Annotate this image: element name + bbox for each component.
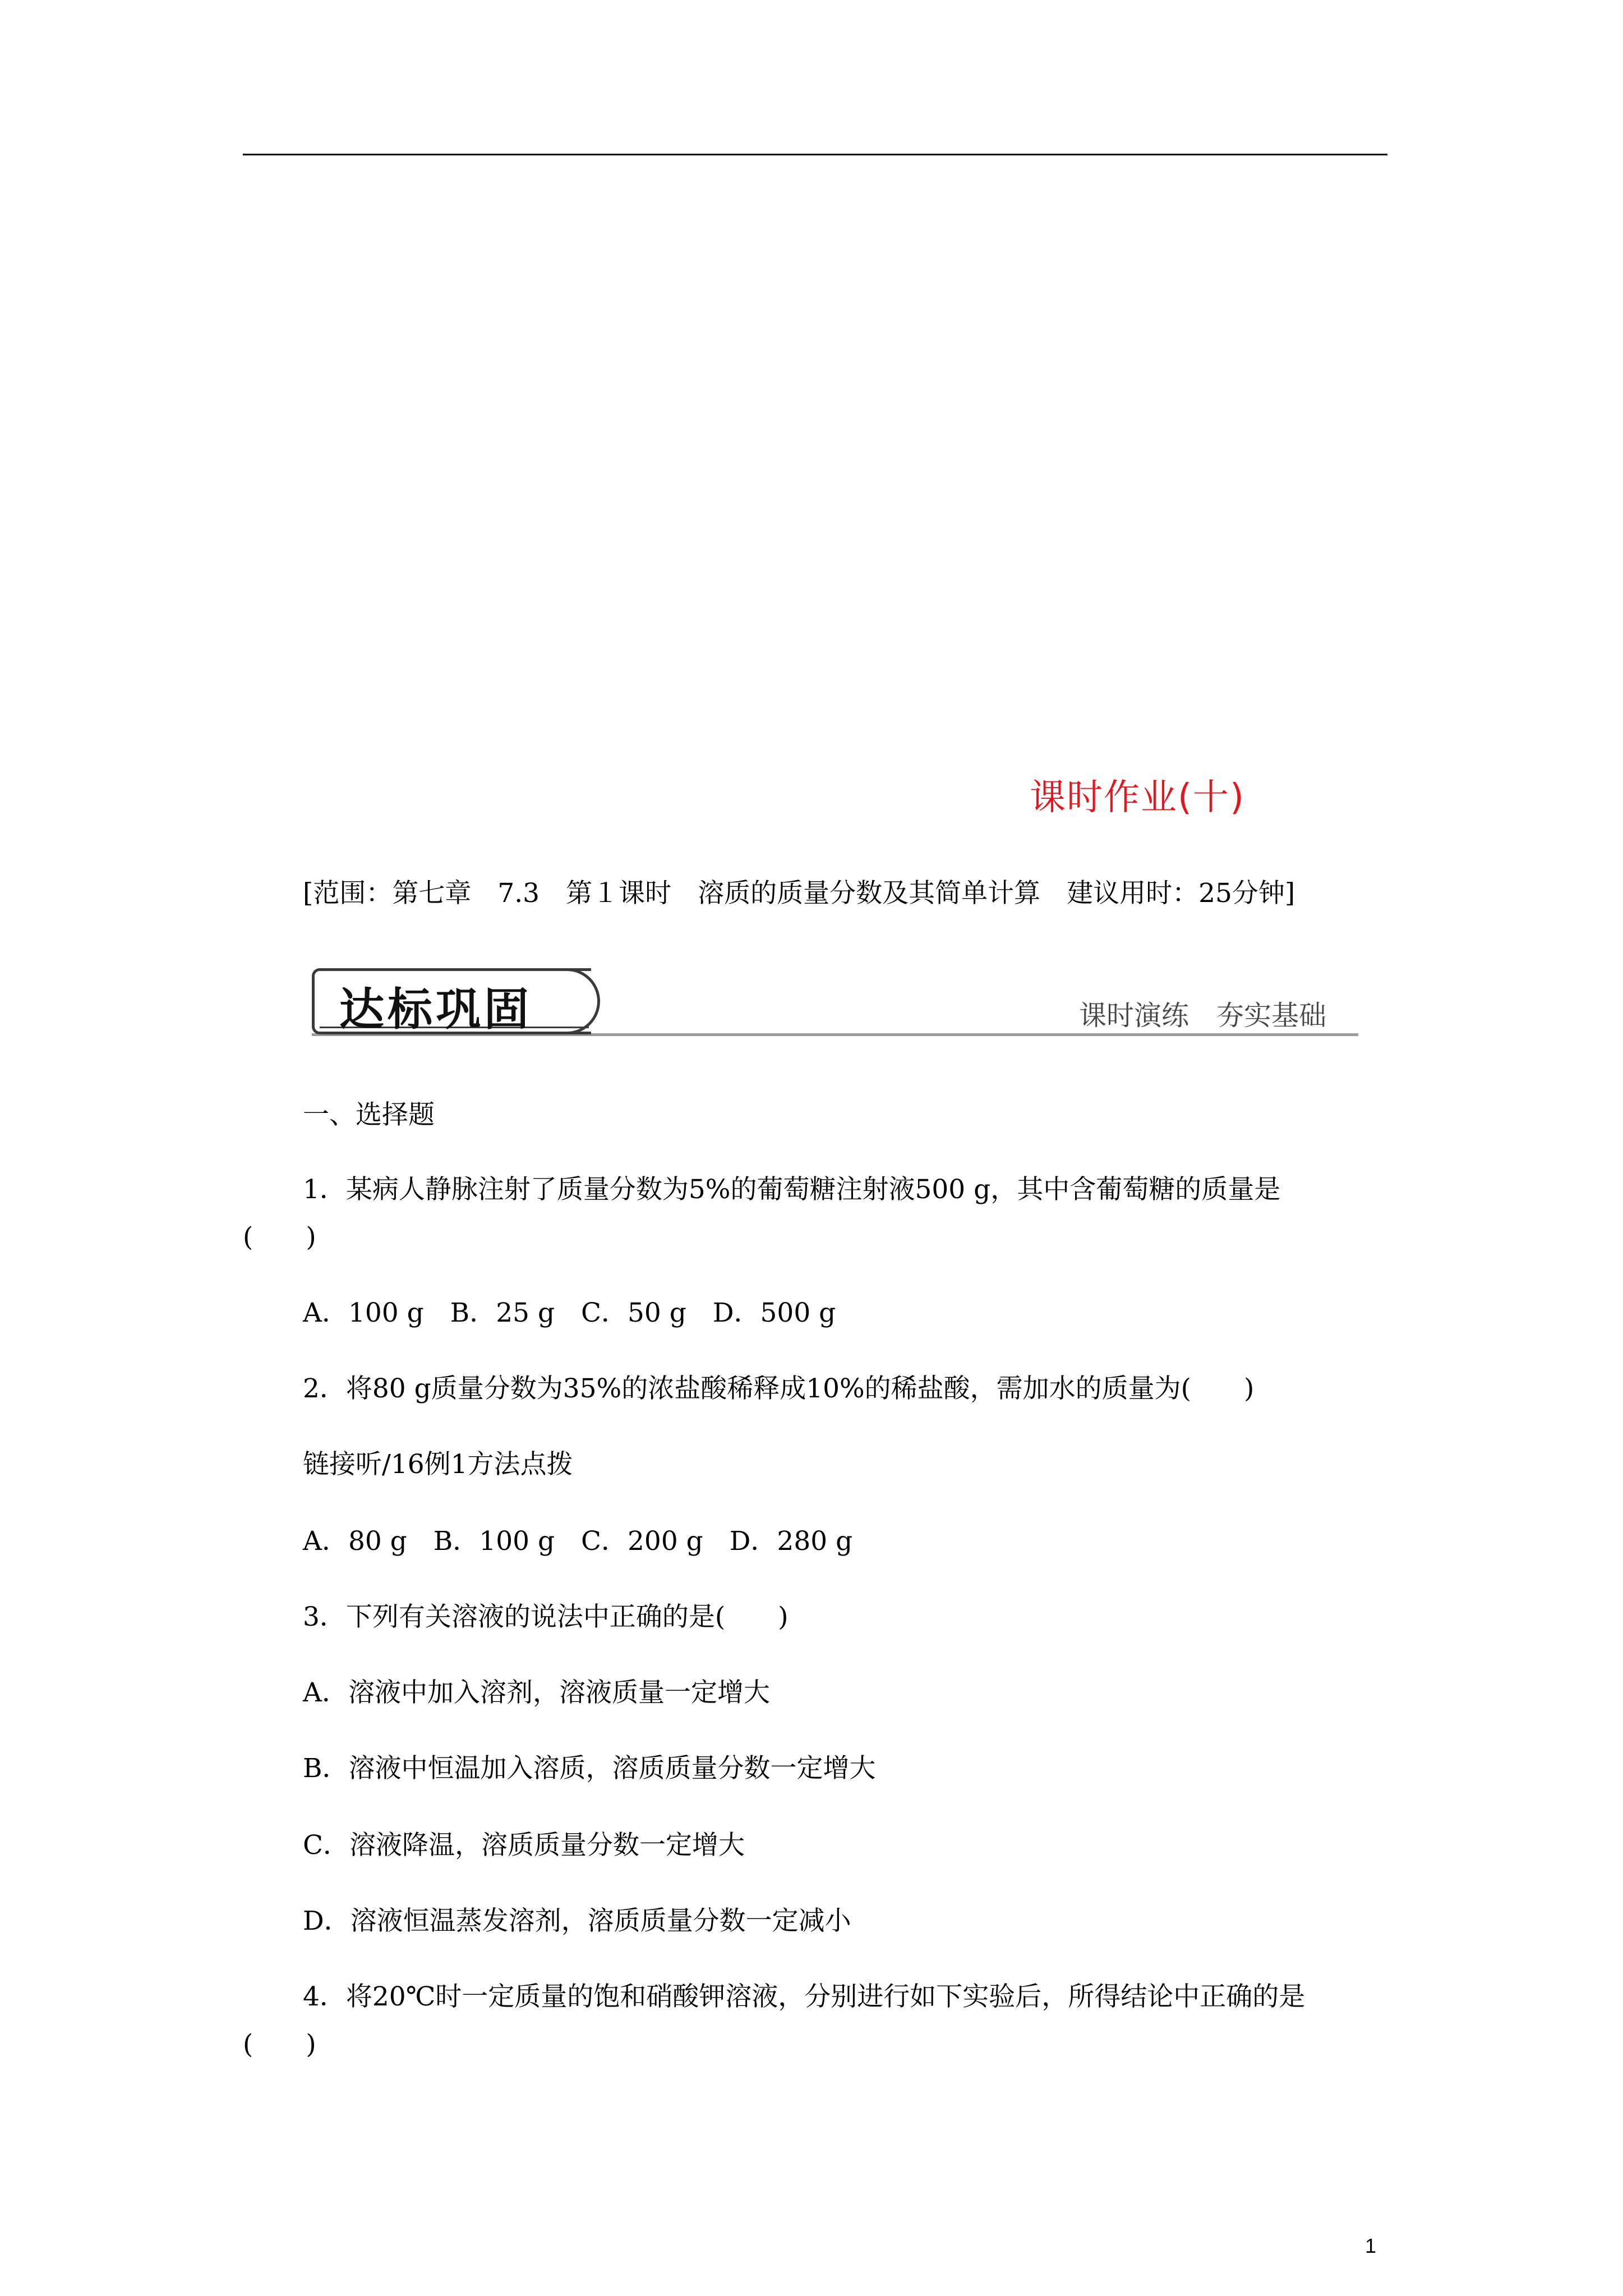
question-stem: 4．将20℃时一定质量的饱和硝酸钾溶液，分别进行如下实验后，所得结论中正确的是 bbox=[303, 1981, 1306, 2012]
answer-blank: ( ) bbox=[243, 1222, 316, 1253]
option-d: D．溶液恒温蒸发溶剂，溶质质量分数一定减小 bbox=[303, 1906, 851, 1936]
option-a: A．溶液中加入溶剂，溶液质量一定增大 bbox=[303, 1677, 770, 1708]
option-b: B．溶液中恒温加入溶质，溶质质量分数一定增大 bbox=[303, 1753, 876, 1784]
question-stem: 2．将80 g质量分数为35%的浓盐酸稀释成10%的稀盐酸，需加水的质量为( ) bbox=[303, 1373, 1255, 1404]
scope-line: [范围：第七章 7.3 第１课时 溶质的质量分数及其简单计算 建议用时：25分钟] bbox=[303, 878, 1295, 909]
section-heading: 一、选择题 bbox=[303, 1099, 435, 1130]
banner-title: 达标巩固 bbox=[339, 983, 532, 1036]
answer-blank: ( ) bbox=[243, 2029, 316, 2060]
question-stem: 1．某病人静脉注射了质量分数为5%的葡萄糖注射液500 g，其中含葡萄糖的质量是 bbox=[303, 1174, 1281, 1205]
question-options: A．100 g B．25 g C．50 g D．500 g bbox=[303, 1297, 836, 1328]
page-title: 课时作业(十) bbox=[1030, 777, 1245, 818]
page-number: 1 bbox=[1365, 2234, 1377, 2257]
method-link[interactable]: 链接听/16例1方法点拨 bbox=[303, 1449, 573, 1480]
question-options: A．80 g B．100 g C．200 g D．280 g bbox=[303, 1526, 853, 1557]
question-stem: 3．下列有关溶液的说法中正确的是( ) bbox=[303, 1602, 789, 1632]
option-c: C．溶液降温，溶质质量分数一定增大 bbox=[303, 1830, 745, 1861]
banner-rounded-cap bbox=[534, 968, 600, 1034]
header-rule bbox=[243, 154, 1387, 155]
banner-subtitle: 课时演练 夯实基础 bbox=[1079, 1000, 1327, 1032]
